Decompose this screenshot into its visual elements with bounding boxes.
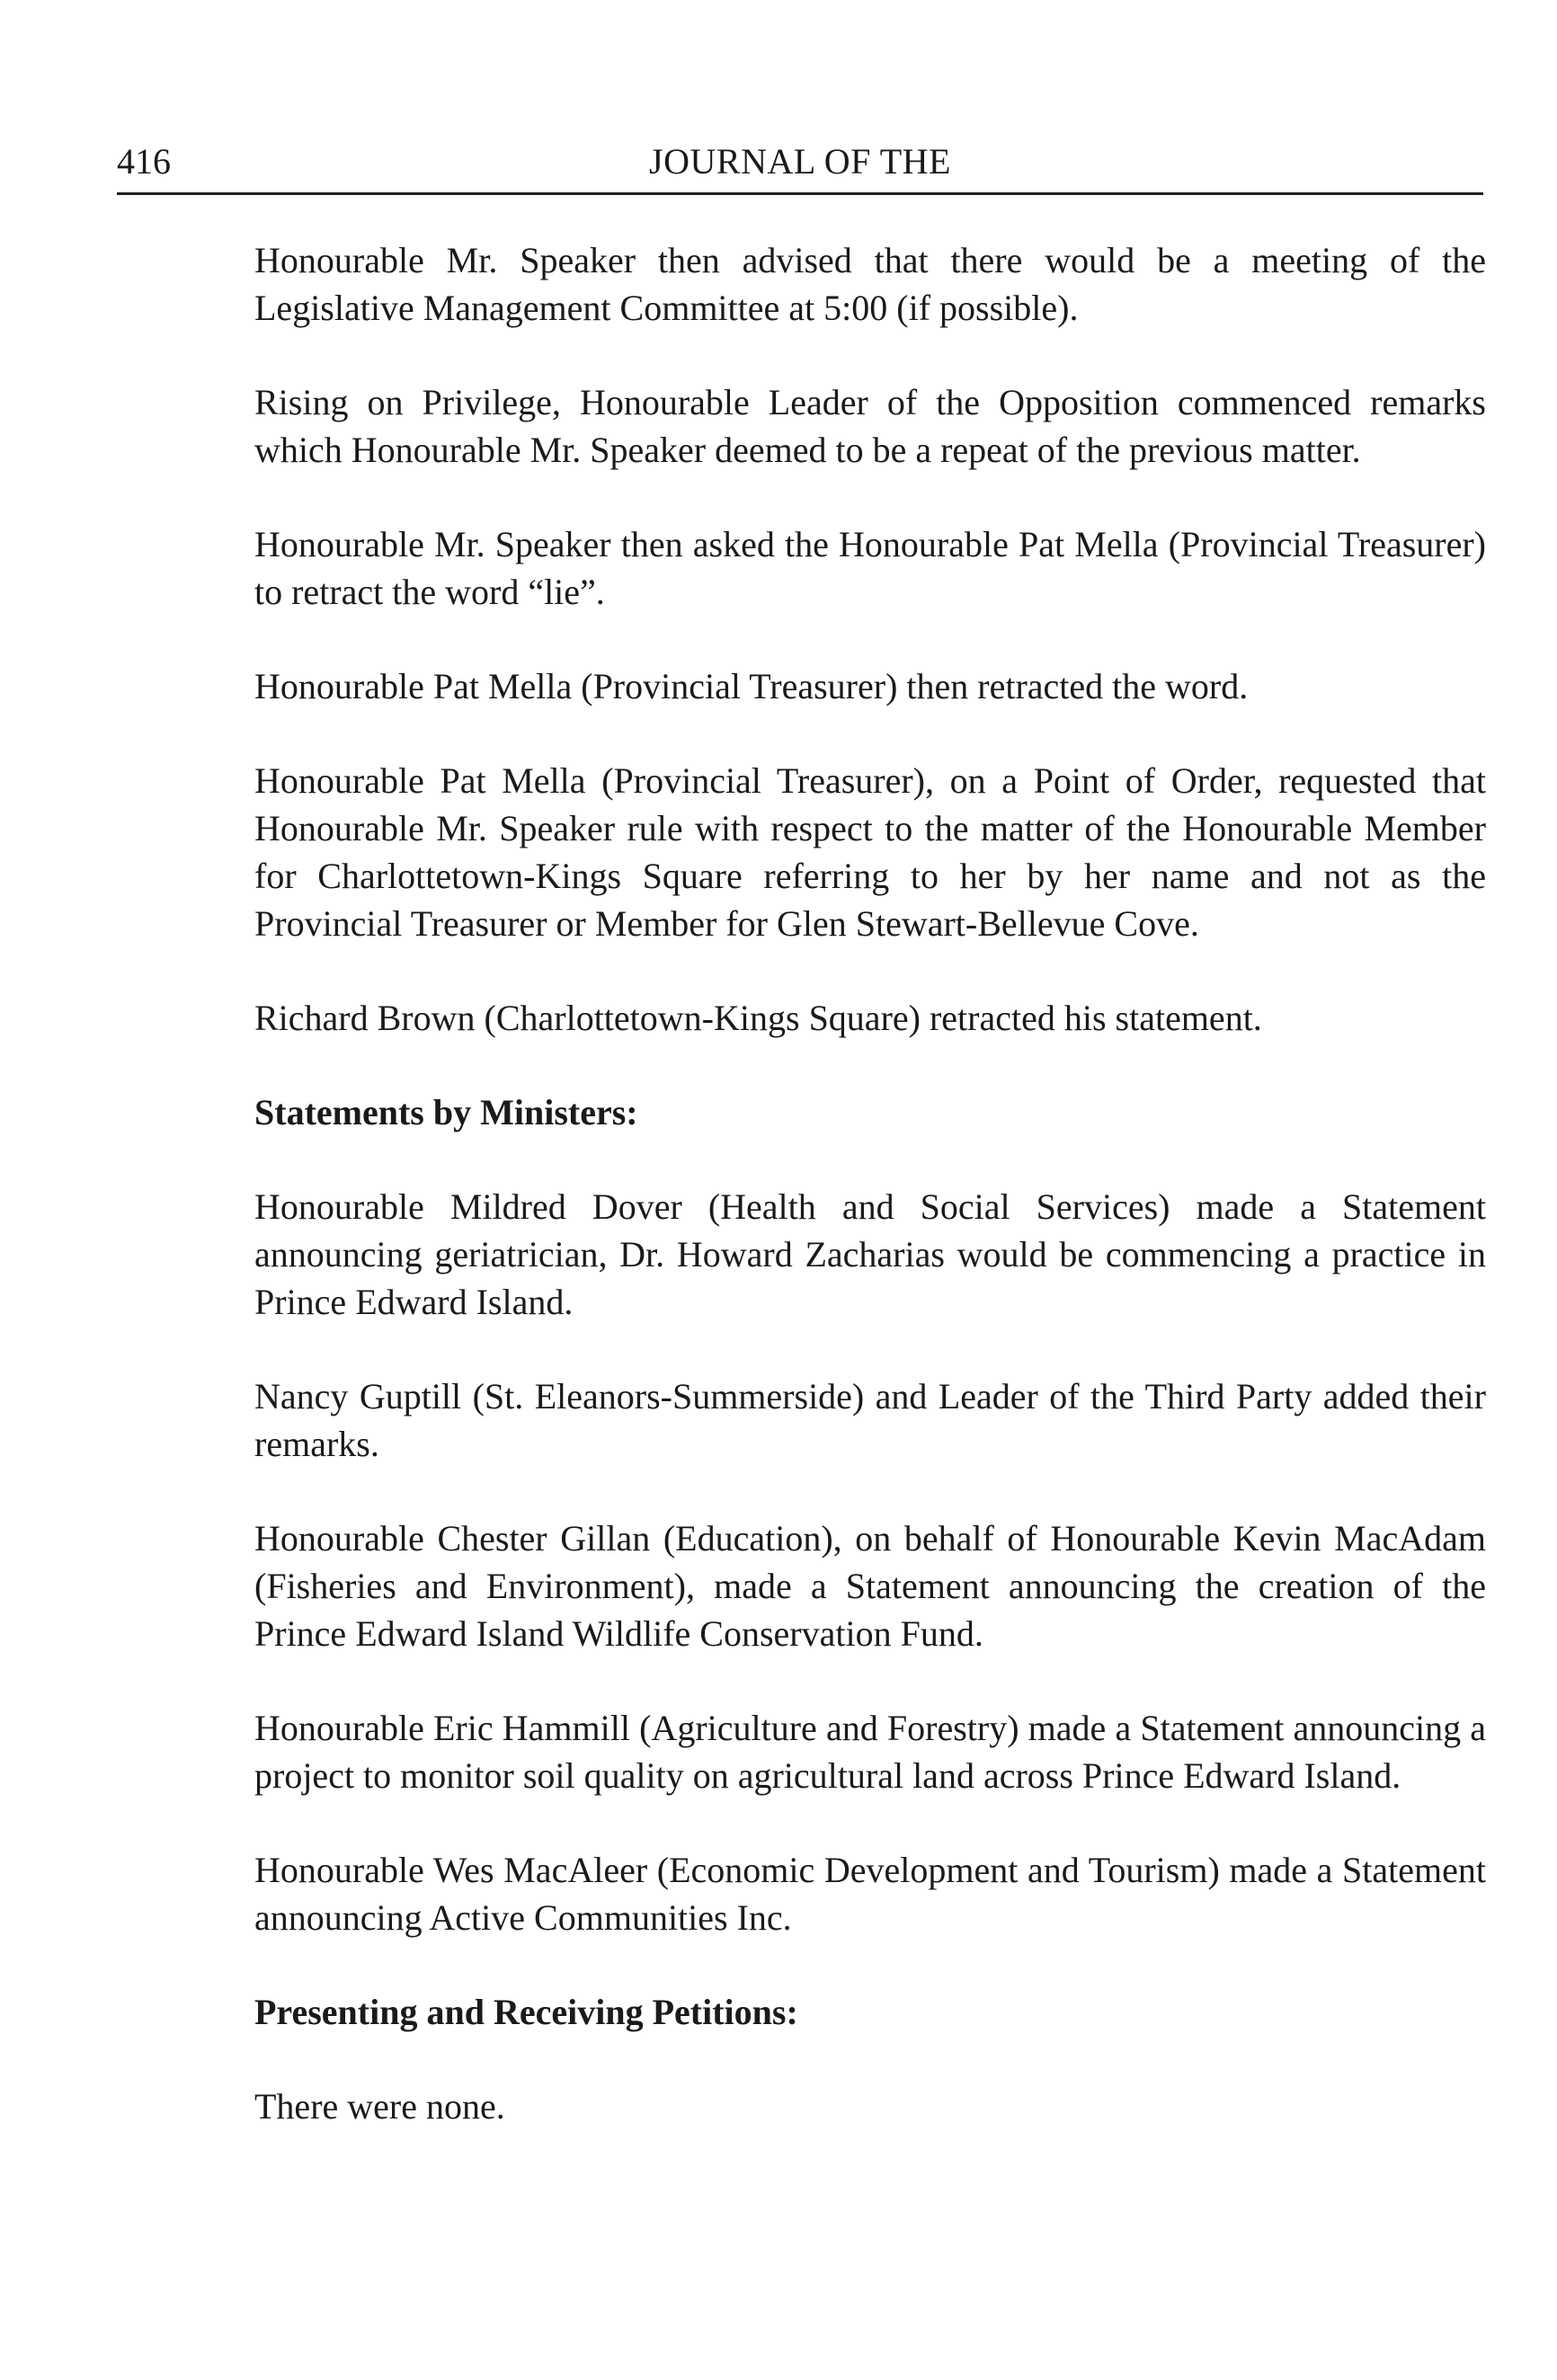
paragraph-no-petitions: There were none. <box>254 2086 505 2127</box>
paragraph-soil-quality-statement: Honourable Eric Hammill (Agriculture and Forestry) made a Statement announcing a project to monitor soil quality on agricultural land across Prince Edward Island. <box>254 1708 1486 1796</box>
paragraph-wildlife-fund-statement: Honourable Chester Gillan (Education), on behalf of Honourable Kevin MacAdam (Fisheries and Environment), made a Statement announcing the creation of the Prince Edward Island Wildlife Conservation Fund. <box>254 1518 1486 1654</box>
paragraph-retraction-made: Honourable Pat Mella (Provincial Treasurer) then retracted the word. <box>254 666 1249 706</box>
heading-statements-by-ministers: Statements by Ministers: <box>254 1092 638 1132</box>
paragraph-privilege-remarks: Rising on Privilege, Honourable Leader of the Opposition commenced remarks which Honourable Mr. Speaker deemed to be a repeat of the previous matter. <box>254 382 1486 470</box>
journal-body <box>254 236 1486 2177</box>
paragraph-statement-retracted: Richard Brown (Charlottetown-Kings Square) retracted his statement. <box>254 998 1262 1038</box>
paragraph-active-communities-statement: Honourable Wes MacAleer (Economic Development and Tourism) made a Statement announcing Active Communities Inc. <box>254 1850 1486 1938</box>
paragraph-speaker-meeting-notice: Honourable Mr. Speaker then advised that there would be a meeting of the Legislative Management Committee at 5:00 (if possible). <box>254 240 1486 328</box>
running-head <box>117 135 1483 189</box>
paragraph-health-statement: Honourable Mildred Dover (Health and Social Services) made a Statement announcing geriatrician, Dr. Howard Zacharias would be commencing a practice in Prince Edward Island. <box>254 1186 1486 1322</box>
paragraph-added-remarks: Nancy Guptill (St. Eleanors-Summerside) and Leader of the Third Party added their remarks. <box>254 1376 1486 1464</box>
header-rule <box>117 192 1483 195</box>
paragraph-point-of-order: Honourable Pat Mella (Provincial Treasurer), on a Point of Order, requested that Honourable Mr. Speaker rule with respect to the matter of the Honourable Member for Charlottetown-Kings Square referring to her by her name and not as the Provincial Treasurer or Member for Glen Stewart-Bellevue Cove. <box>254 760 1486 944</box>
paragraph-retraction-request: Honourable Mr. Speaker then asked the Honourable Pat Mella (Provincial Treasurer) to retract the word “lie”. <box>254 524 1486 612</box>
heading-presenting-petitions: Presenting and Receiving Petitions: <box>254 1992 798 2032</box>
running-title: JOURNAL OF THE <box>649 141 951 182</box>
page-number: 416 <box>117 141 171 182</box>
